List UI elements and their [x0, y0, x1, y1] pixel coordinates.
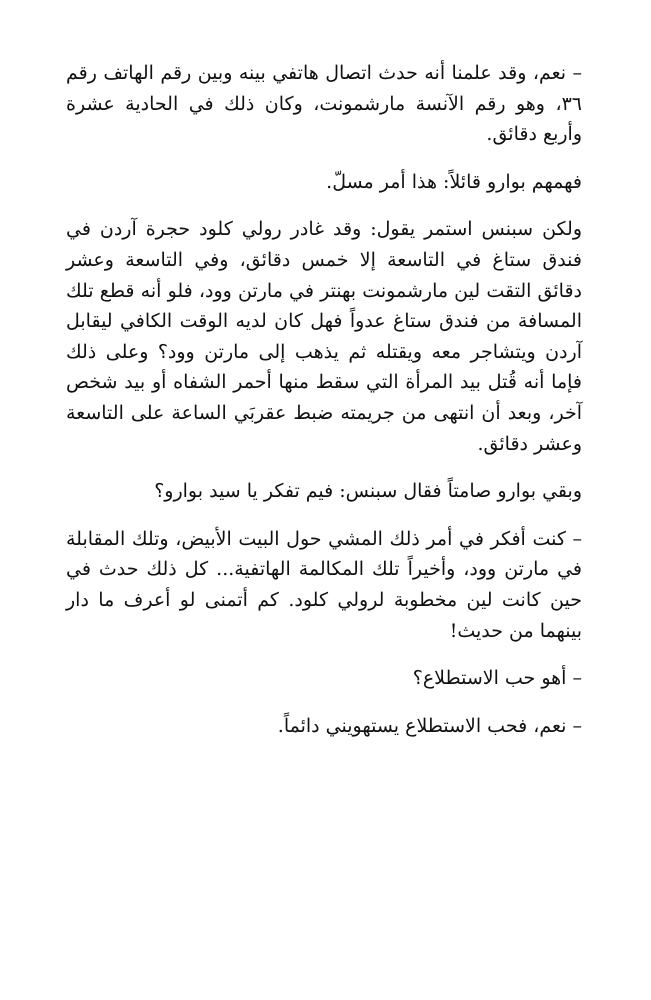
paragraph-1: – نعم، وقد علمنا أنه حدث اتصال هاتفي بينه وبين رقم الهاتف رقم ٣٦، وهو رقم الآنسة مارشمونت، وكان ذلك في الحادية عشرة وأربع دقائق.	[66, 62, 582, 146]
paragraph-2: فهمهم بوارو قائلاً: هذا أمر مسلّ.	[326, 170, 582, 193]
paragraph-3: ولكن سبنس استمر يقول: وقد غادر رولي كلود حجرة آردن في فندق ستاغ في التاسعة إلا خمس دقائق، وفي التاسعة وعشر دقائق التقت لين مارشمونت بهنتر في مارتن وود، فلو أنه قطع تلك المسافة من فندق ستاغ عدواً فهل كان لديه الوقت الكافي ليقابل آردن ويتشاجر معه ويقتله ثم يذهب إلى مارتن وود؟ وعلى ذلك فإما أنه قُتل بيد المرأة التي سقط منها أحمر الشفاه أو بيد شخص آخر، وبعد أن انتهى من جريمته ضبط عقربَي الساعة على التاسعة وعشر دقائق.	[66, 218, 582, 455]
paragraph-4: وبقي بوارو صامتاً فقال سبنس: فيم تفكر يا سيد بوارو؟	[154, 480, 582, 503]
paragraph-6: – أهو حب الاستطلاع؟	[412, 667, 582, 690]
paragraph-7: – نعم، فحب الاستطلاع يستهويني دائماً.	[277, 714, 582, 737]
paragraph-5: – كنت أفكر في أمر ذلك المشي حول البيت الأبيض، وتلك المقابلة في مارتن وود، وأخيراً تلك المكالمة الهاتفية... كل ذلك حدث في حين كانت لين مخطوبة لرولي كلود. كم أتمنى لو أعرف ما دار بينهما من حديث!	[66, 527, 582, 642]
page-body	[66, 58, 582, 758]
